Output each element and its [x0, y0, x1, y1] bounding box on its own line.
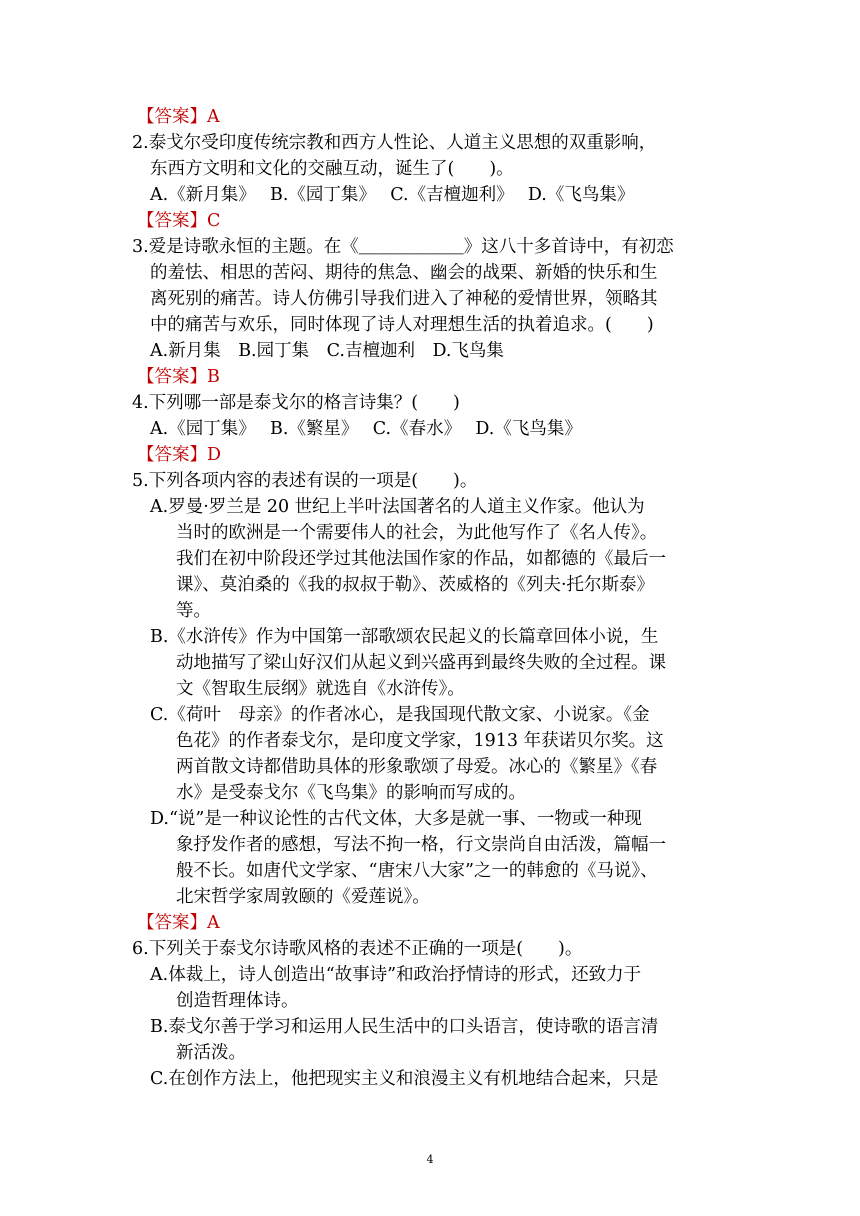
text-line: 北宋哲学家周敦颐的《爱莲说》。	[176, 887, 430, 907]
answer-label: 【答案】	[137, 107, 207, 127]
answer-label: 【答案】	[137, 367, 207, 387]
answer-line	[137, 104, 220, 130]
text-line: 般不长。如唐代文学家、“唐宋八大家”之一的韩愈的《马说》、	[176, 861, 658, 881]
question-line: 2.泰戈尔受印度传统宗教和西方人性论、人道主义思想的双重影响，	[132, 133, 657, 153]
answer-line	[137, 364, 220, 390]
answer-label: 【答案】	[137, 445, 207, 465]
text-line: 水》是受泰戈尔《飞鸟集》的影响而写成的。	[176, 783, 526, 803]
option-line: A.《园丁集》 B.《繁星》 C.《春水》 D.《飞鸟集》	[150, 419, 582, 439]
question-line: 3.爱是诗歌永恒的主题。在《＿＿＿＿＿＿》这八十多首诗中，有初恋	[132, 237, 674, 257]
answer-line	[137, 442, 221, 468]
text-line: 创造哲理体诗。	[176, 991, 299, 1011]
answer-label: 【答案】	[137, 211, 207, 231]
text-line: 的羞怯、相思的苦闷、期待的焦急、幽会的战栗、新婚的快乐和生	[150, 263, 658, 283]
text-line: 文《智取生辰纲》就选自《水浒传》。	[176, 679, 465, 699]
page-number: 4	[426, 1153, 434, 1166]
text-line: 动地描写了梁山好汉们从起义到兴盛再到最终失败的全过程。课	[176, 653, 666, 673]
answer-key: A	[207, 107, 220, 127]
option-line: A.新月集 B.园丁集 C.吉檀迦利 D.飞鸟集	[150, 341, 504, 361]
text-line: 两首散文诗都借助具体的形象歌颂了母爱。冰心的《繁星》《春	[176, 757, 658, 777]
answer-label: 【答案】	[137, 913, 207, 933]
answer-key: B	[207, 367, 220, 387]
option-line: D.“说”是一种议论性的古代文体，大多是就一事、一物或一种现	[150, 809, 642, 829]
question-line: 4.下列哪一部是泰戈尔的格言诗集？( )	[132, 393, 460, 413]
text-line: 新活泼。	[176, 1043, 246, 1063]
option-line: C.《荷叶 母亲》的作者冰心，是我国现代散文家、小说家。《金	[150, 705, 650, 725]
option-line: B.《水浒传》作为中国第一部歌颂农民起义的长篇章回体小说，生	[150, 627, 659, 647]
text-line: 我们在初中阶段还学过其他法国作家的作品，如都德的《最后一	[176, 549, 666, 569]
text-line: 东西方文明和文化的交融互动，诞生了( )。	[150, 159, 514, 179]
question-line: 5.下列各项内容的表述有误的一项是( )。	[132, 471, 478, 491]
text-line: 课》、莫泊桑的《我的叔叔于勒》、茨威格的《列夫·托尔斯泰》	[176, 575, 655, 595]
option-line: C.在创作方法上，他把现实主义和浪漫主义有机地结合起来，只是	[150, 1069, 659, 1089]
answer-line	[137, 208, 220, 234]
option-line: A.体裁上，诗人创造出“故事诗”和政治抒情诗的形式，还致力于	[150, 965, 642, 985]
text-line: 象抒发作者的感想，写法不拘一格，行文崇尚自由活泼，篇幅一	[176, 835, 666, 855]
question-line: 6.下列关于泰戈尔诗歌风格的表述不正确的一项是( )。	[132, 939, 583, 959]
option-line: A.罗曼·罗兰是 20 世纪上半叶法国著名的人道主义作家。他认为	[150, 497, 645, 517]
text-line: 当时的欧洲是一个需要伟人的社会，为此他写作了《名人传》。	[176, 523, 658, 543]
answer-key: A	[207, 913, 220, 933]
text-line: 离死别的痛苦。诗人仿佛引导我们进入了神秘的爱情世界，领略其	[150, 289, 658, 309]
text-line: 色花》的作者泰戈尔，是印度文学家，1913 年获诺贝尔奖。这	[176, 731, 664, 751]
text-line: 中的痛苦与欢乐，同时体现了诗人对理想生活的执着追求。( )	[150, 315, 654, 335]
text-line: 等。	[176, 601, 211, 621]
option-line: A.《新月集》 B.《园丁集》 C.《吉檀迦利》 D.《飞鸟集》	[150, 185, 635, 205]
answer-key: C	[207, 211, 221, 231]
option-line: B.泰戈尔善于学习和运用人民生活中的口头语言，使诗歌的语言清	[150, 1017, 659, 1037]
answer-line	[137, 910, 220, 936]
answer-key: D	[207, 445, 222, 465]
